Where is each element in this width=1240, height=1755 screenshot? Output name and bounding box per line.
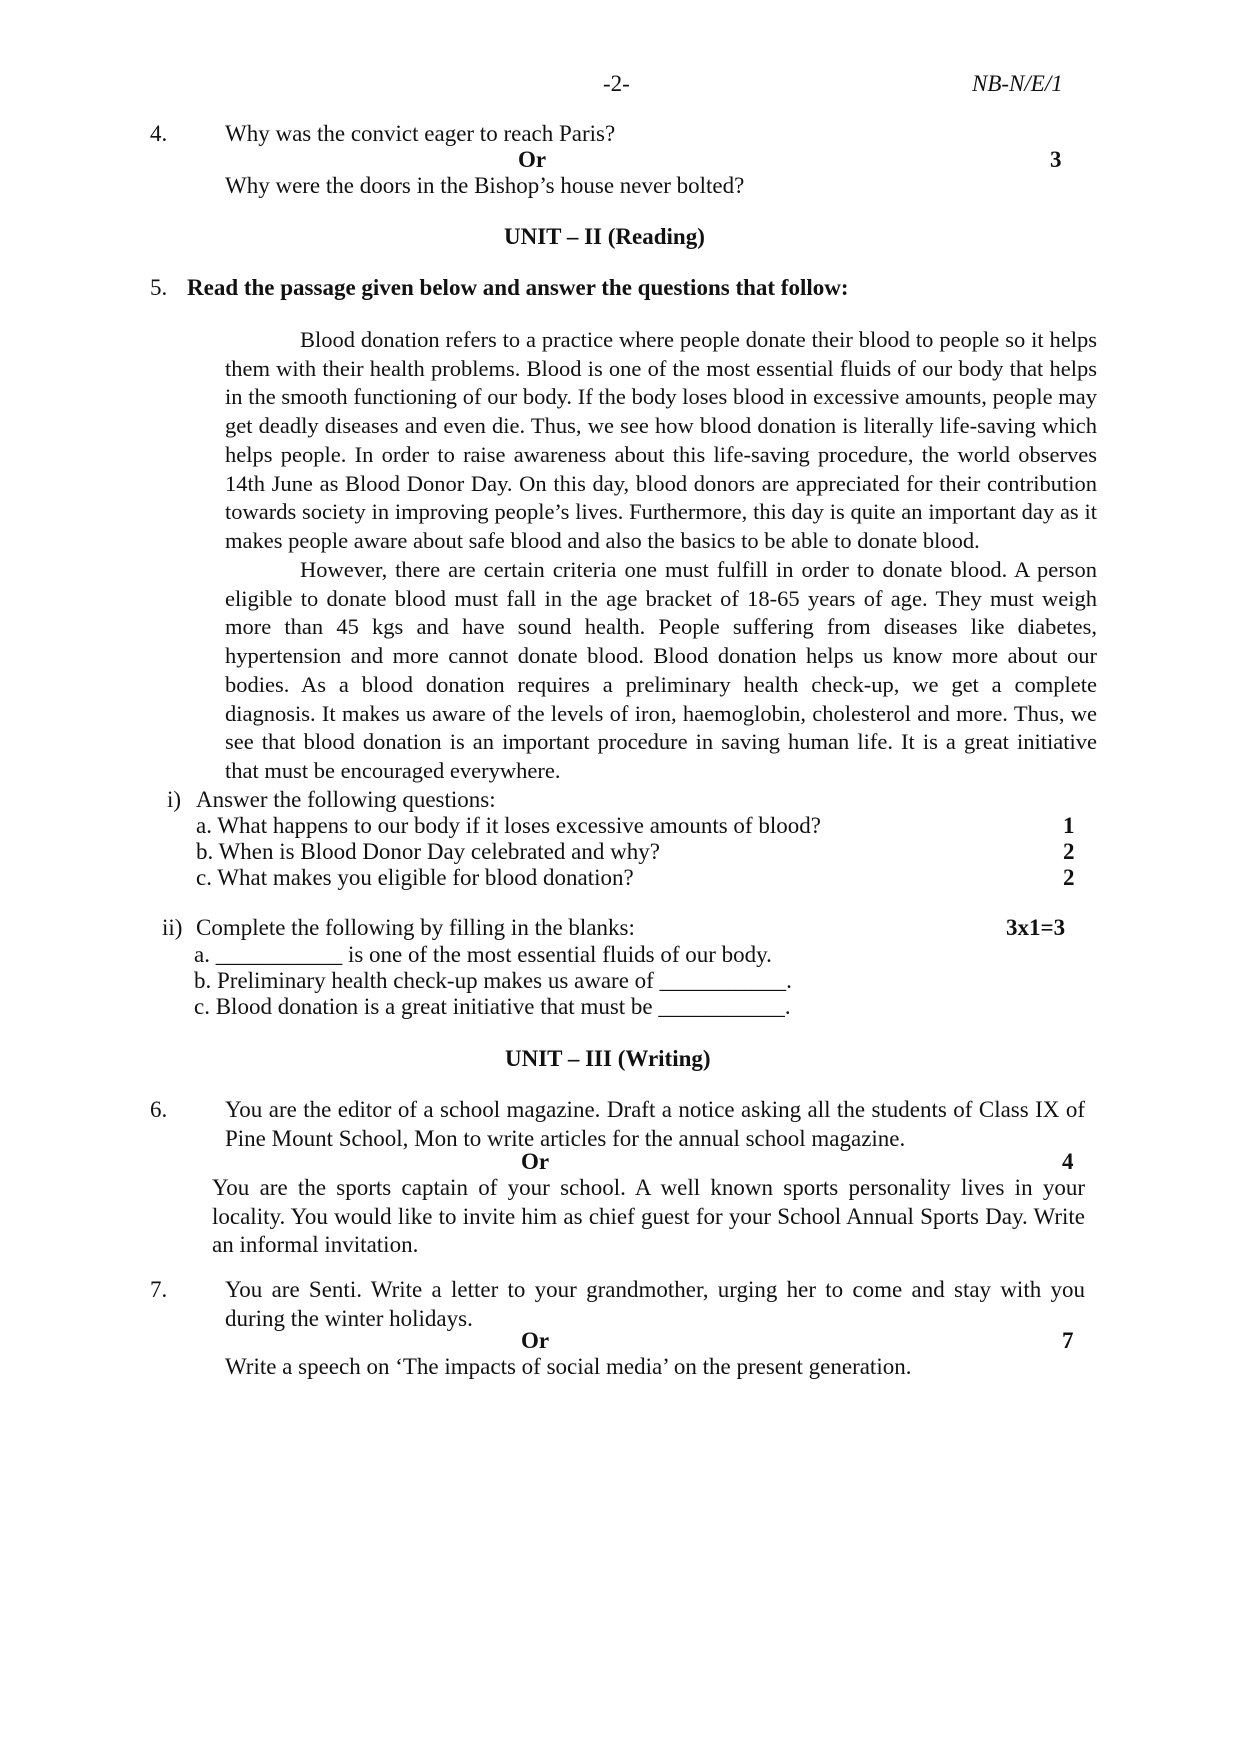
- question-4-number: 4.: [150, 121, 168, 146]
- question-6-or: Or: [521, 1149, 550, 1174]
- paper-code: NB-N/E/1: [972, 71, 1063, 96]
- passage-paragraph-1: Blood donation refers to a practice where people donate their blood to people so it helps them with their health problems. Blood is one of the most essential fluids of our body that helps in the smooth functioning of our body. If the body loses blood in excessive amounts, people may get deadly diseases and even die. Thus, we see how blood donation is literally life-saving which helps people. In order to raise awareness about this life-saving procedure, the world observes 14th June as Blood Donor Day. On this day, blood donors are appreciated for their contribution towards society in improving people’s lives. Furthermore, this day is quite an important day as it makes people aware about safe blood and also the basics to be able to donate blood.: [225, 327, 1097, 553]
- question-6-number: 6.: [150, 1097, 168, 1122]
- question-5-instruction: Read the passage given below and answer the questions that follow:: [187, 275, 849, 300]
- question-6-b: You are the sports captain of your school. A well known sports personality lives in your locality. You would like to invite him as chief guest for your School Annual Sports Day. Write an informal invitation.: [212, 1175, 1085, 1257]
- part-ii-label: ii): [162, 915, 183, 940]
- part-i-label: i): [167, 787, 182, 812]
- part-i-question-b-marks: 2: [1063, 839, 1075, 864]
- part-i-question-a-marks: 1: [1063, 813, 1075, 838]
- question-7-or: Or: [521, 1328, 550, 1353]
- question-4-a: Why was the convict eager to reach Paris?: [225, 121, 616, 146]
- question-7-a: You are Senti. Write a letter to your grandmother, urging her to come and stay with you during the winter holidays.: [225, 1277, 1085, 1331]
- part-i-question-c: c. What makes you eligible for blood donation?: [196, 865, 634, 890]
- part-i-title: Answer the following questions:: [196, 787, 496, 812]
- question-4-marks: 3: [1050, 147, 1062, 172]
- question-5-number: 5.: [150, 275, 168, 300]
- part-ii-marks: 3x1=3: [1006, 915, 1066, 940]
- question-7-marks: 7: [1062, 1328, 1074, 1353]
- question-7-b: Write a speech on ‘The impacts of social media’ on the present generation.: [225, 1354, 912, 1379]
- page-number: -2-: [603, 71, 630, 96]
- question-6-a: You are the editor of a school magazine. Draft a notice asking all the students of Class IX of Pine Mount School, Mon to write articles for the annual school magazine.: [225, 1097, 1085, 1151]
- part-ii-item-b: b. Preliminary health check-up makes us aware of ___________.: [194, 968, 792, 993]
- part-ii-item-c: c. Blood donation is a great initiative that must be ___________.: [194, 994, 791, 1019]
- part-i-question-c-marks: 2: [1063, 865, 1075, 890]
- passage-paragraph-2: However, there are certain criteria one must fulfill in order to donate blood. A person eligible to donate blood must fall in the age bracket of 18-65 years of age. They must weigh more than 45 kgs and have sound health. People suffering from diseases like diabetes, hypertension and more cannot donate blood. Blood donation helps us know more about our bodies. As a blood donation requires a preliminary health check-up, we get a complete diagnosis. It makes us aware of the levels of iron, haemoglobin, cholesterol and more. Thus, we see that blood donation is an important procedure in saving human life. It is a great initiative that must be encouraged everywhere.: [225, 557, 1097, 783]
- unit-3-heading: UNIT – III (Writing): [505, 1046, 711, 1071]
- question-6-marks: 4: [1062, 1149, 1074, 1174]
- unit-2-heading: UNIT – II (Reading): [504, 224, 705, 249]
- part-i-question-a: a. What happens to our body if it loses excessive amounts of blood?: [196, 813, 821, 838]
- part-ii-item-a: a. ___________ is one of the most essential fluids of our body.: [194, 942, 772, 967]
- part-i-question-b: b. When is Blood Donor Day celebrated and why?: [196, 839, 660, 864]
- question-7-number: 7.: [150, 1277, 168, 1302]
- question-4-b: Why were the doors in the Bishop’s house never bolted?: [225, 173, 745, 198]
- part-ii-title: Complete the following by filling in the blanks:: [196, 915, 635, 940]
- question-4-or: Or: [518, 147, 547, 172]
